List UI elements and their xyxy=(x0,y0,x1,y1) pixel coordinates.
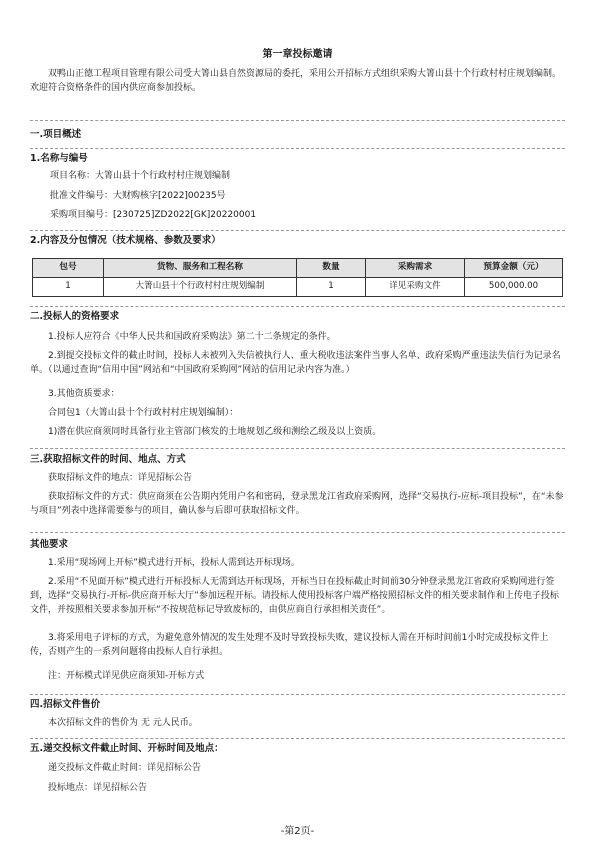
purchase-number: 采购项目编号：[230725]ZD2022[GK]20220001 xyxy=(50,210,257,220)
section-3-heading: 三.获取招标文件的时间、地点、方式 xyxy=(30,454,186,465)
qualification-1: 1.投标人应符合《中华人民共和国政府采购法》第二十二条规定的条件。 xyxy=(48,332,336,342)
get-method: 获取招标文件的方式：供应商须在公告期内凭用户名和密码，登录黑龙江省政府采购网，选择“交易执行-应标-项目投标”，在“未参与项目”列表中选择需要参与的项目，确认参与后即可获取招标文件。 xyxy=(30,492,564,516)
section-1-2-heading: 2.内容及分包情况（技术规格、参数及要求） xyxy=(30,235,221,246)
other-3: 3.将采用电子评标的方式，为避免意外情况的发生处理不及时导致投标失败，建议投标人需在开标时间前1小时完成投标文件上传，否则产生的一系列问题将由投标人自行承担。 xyxy=(30,633,549,657)
chapter-title: 第一章投标邀请 xyxy=(262,49,333,60)
divider xyxy=(30,306,565,307)
col-header: 货物、服务和工程名称 xyxy=(104,259,297,278)
other-requirements-heading: 其他要求 xyxy=(30,539,69,550)
table-header-row xyxy=(33,259,563,278)
col-header: 包号 xyxy=(33,259,104,278)
table-cell: 大箐山县十个行政村村庄规划编制 xyxy=(104,278,297,297)
section-1-1-heading: 1.名称与编号 xyxy=(30,153,88,164)
table-cell: 500,000.00 xyxy=(465,278,563,297)
project-name: 项目名称：大箐山县十个行政村村庄规划编制 xyxy=(50,171,231,181)
open-mode-note: 注：开标模式详见供应商须知-开标方式 xyxy=(48,671,205,681)
bid-location: 投标地点：详见招标公告 xyxy=(48,783,148,793)
col-header: 采购需求 xyxy=(366,259,465,278)
table-cell: 1 xyxy=(33,278,104,297)
intro-paragraph: 双鸭山正德工程项目管理有限公司受大箐山县自然资源局的委托，采用公开招标方式组织采购大箐山县十个行政村村庄规划编制。欢迎符合资格条件的国内供应商参加投标。 xyxy=(30,69,562,93)
col-header: 预算金额（元） xyxy=(465,259,563,278)
qualification-2: 2.到提交投标文件的截止时间，投标人未被列入失信被执行人、重大税收违法案件当事人名单、政府采购严重违法失信行为记录名单。（以通过查询“信用中国”网站和“中国政府采购网”网站的信用记录内容为准。） xyxy=(30,351,561,375)
col-header: 数量 xyxy=(297,259,366,278)
approval-number: 批准文件编号：大财购核字[2022]00235号 xyxy=(50,191,226,201)
page-number: -第2页- xyxy=(280,826,315,837)
qualification-3: 3.其他资质要求： xyxy=(48,389,120,399)
table-cell: 1 xyxy=(297,278,366,297)
other-2: 2.采用“不见面开标”模式进行开标投标人无需到达开标现场，开标当日在投标截止时间前30分钟登录黑龙江省政府采购网进行签到，选择“交易执行-开标-供应商开标大厅”参加远程开标。请投标人使用投标客户端严格按照招标文件的相关要求制作和上传电子投标文件，并按照相关要求参加开标“不按规范标记导致废标的，由供应商自行承担相关责任”。 xyxy=(30,577,559,615)
document-price: 本次招标文件的售价为 无 元人民币。 xyxy=(48,718,198,728)
section-5-heading: 五.递交投标文件截止时间、开标时间及地点： xyxy=(30,743,224,754)
divider xyxy=(30,120,565,121)
divider xyxy=(30,738,565,739)
divider xyxy=(30,448,565,449)
table-cell: 详见采购文件 xyxy=(366,278,465,297)
divider xyxy=(30,148,565,149)
divider xyxy=(30,532,565,533)
table-row xyxy=(33,278,563,297)
qualification-3-1: 1)潜在供应商须同时具备行业主管部门核发的土地规划乙级和测绘乙级及以上资质。 xyxy=(48,427,382,437)
other-1: 1.采用“现场网上开标”模式进行开标，投标人需到达开标现场。 xyxy=(48,558,300,568)
package-table xyxy=(32,258,563,297)
get-place: 获取招标文件的地点：详见招标公告 xyxy=(48,473,193,483)
section-2-heading: 二.投标人的资格要求 xyxy=(30,311,120,322)
divider xyxy=(30,230,565,231)
section-4-heading: 四.招标文件售价 xyxy=(30,699,101,710)
contract-package: 合同包1（大箐山县十个行政村村庄规划编制）： xyxy=(48,408,239,418)
divider xyxy=(30,694,565,695)
submission-deadline: 递交投标文件截止时间：详见招标公告 xyxy=(48,763,202,773)
section-1-heading: 一.项目概述 xyxy=(30,129,82,140)
